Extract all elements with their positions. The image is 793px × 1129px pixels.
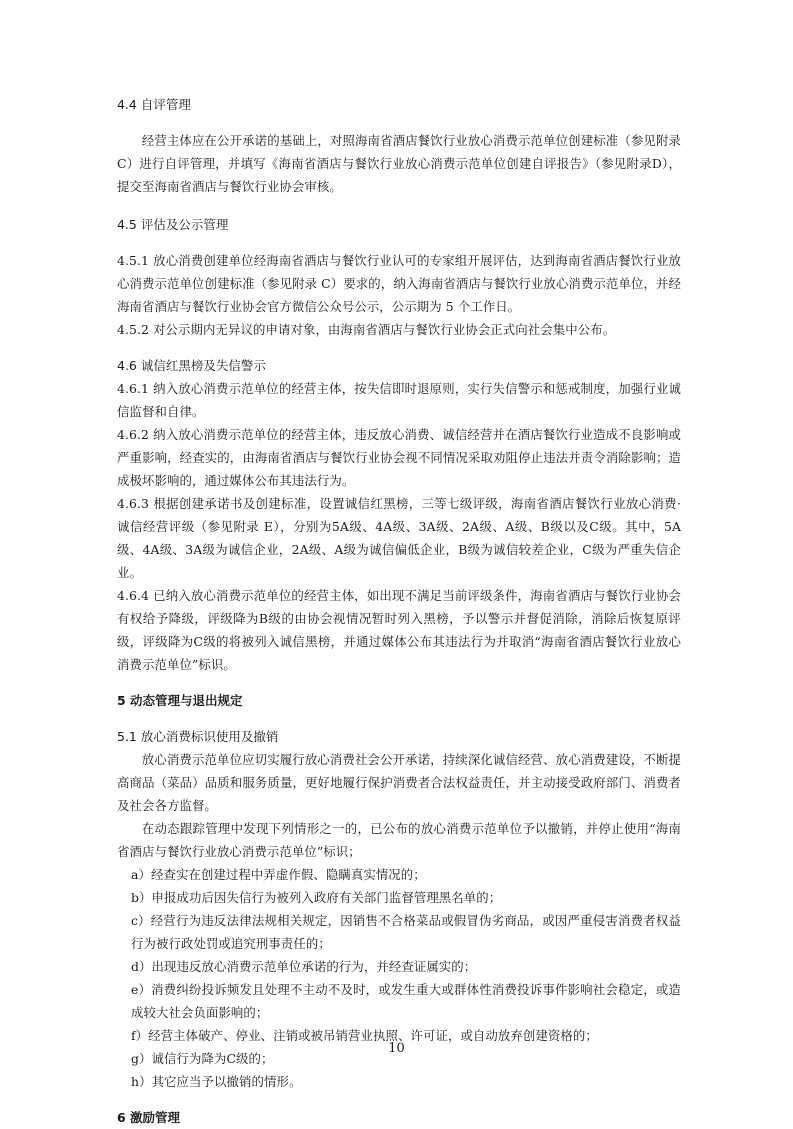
section-4-6-1-paragraph: 4.6.1 纳入放心消费示范单位的经营主体，按失信即时退原则，实行失信警示和惩戒制度，加强行业诚信监督和自律。 [117,381,681,419]
section-4-5-2-paragraph: 4.5.2 对公示期内无异议的申请对象，由海南省酒店与餐饮行业协会正式向社会集中公布。 [117,322,616,337]
section-6-heading: 6 激励管理 [117,1110,181,1125]
section-4-6-4-paragraph: 4.6.4 已纳入放心消费示范单位的经营主体，如出现不满足当前评级条件，海南省酒店与餐饮行业协会有权给予降级，评级降为B级的由协会视情况暂时列入黑榜，予以警示并督促消除，消除后恢复原评级，评级降为C级的将被列入诚信黑榜，并通过媒体公布其违法行为并取消“海南省酒店餐饮行业放心消费示范单位”标识。 [117,588,681,672]
list-item-b: b）申报成功后因失信行为被列入政府有关部门监督管理黑名单的； [131,890,502,905]
list-item-f: f）经营主体破产、停业、注销或被吊销营业执照、许可证，或自动放弃创建资格的； [131,1028,598,1043]
section-4-6-3-paragraph: 4.6.3 根据创建承诺书及创建标准，设置诚信红黑榜，三等七级评级，海南省酒店餐饮行业放心消费·诚信经营评级（参见附录 E），分别为5A级、4A级、3A级、2A级、A级、B级以及C级。其中，5A级、4A级、3A级为诚信企业，2A级、A级为诚信偏低企业，B级为诚信较差企业，C级为严重失信企业。 [117,496,681,580]
section-5-1-paragraph-2: 在动态跟踪管理中发现下列情形之一的，已公布的放心消费示范单位予以撤销，并停止使用“海南省酒店与餐饮行业放心消费示范单位”标识； [117,821,681,859]
section-4-4-paragraph: 经营主体应在公开承诺的基础上，对照海南省酒店餐饮行业放心消费示范单位创建标准（参见附录 C）进行自评管理，并填写《海南省酒店与餐饮行业放心消费示范单位创建自评报告》（参见附录D），提交至海南省酒店与餐饮行业协会审核。 [117,133,681,194]
list-item-c: c）经营行为违反法律法规相关规定，因销售不合格菜品或假冒伪劣商品，或因严重侵害消费者权益行为被行政处罚或追究刑事责任的； [131,913,681,951]
page-body [117,94,681,1129]
list-item-g: g）诚信行为降为C级的； [131,1051,274,1066]
section-4-6-heading: 4.6 诚信红黑榜及失信警示 [117,358,266,373]
section-5-heading: 5 动态管理与退出规定 [117,693,243,708]
section-5-1-heading: 5.1 放心消费标识使用及撤销 [117,729,279,744]
revocation-list [117,863,681,1093]
list-item-d: d）出现违反放心消费示范单位承诺的行为，并经查证属实的； [131,959,477,974]
page-number: 10 [388,1041,405,1056]
list-item-h: h）其它应当予以撤销的情形。 [131,1074,302,1089]
section-4-4-heading: 4.4 自评管理 [117,97,191,112]
section-4-5-heading: 4.5 评估及公示管理 [117,217,229,232]
list-item-e: e）消费纠纷投诉频发且处理不主动不及时，或发生重大或群体性消费投诉事件影响社会稳定，或造成较大社会负面影响的； [131,982,681,1020]
section-5-1-paragraph-1: 放心消费示范单位应切实履行放心消费社会公开承诺，持续深化诚信经营、放心消费建设，不断提高商品（菜品）品质和服务质量，更好地履行保护消费者合法权益责任，并主动接受政府部门、消费者及社会各方监督。 [117,752,681,813]
section-4-5-1-paragraph: 4.5.1 放心消费创建单位经海南省酒店与餐饮行业认可的专家组开展评估，达到海南省酒店餐饮行业放心消费示范单位创建标准（参见附录 C）要求的，纳入海南省酒店与餐饮行业放心消费示范单位，并经海南省酒店与餐饮行业协会官方微信公众号公示，公示期为 5 个工作日。 [117,253,681,314]
list-item-a: a）经查实在创建过程中弄虚作假、隐瞒真实情况的； [131,867,426,882]
section-4-6-2-paragraph: 4.6.2 纳入放心消费示范单位的经营主体，违反放心消费、诚信经营并在酒店餐饮行业造成不良影响或严重影响，经查实的，由海南省酒店与餐饮行业协会视不同情况采取劝阻停止违法并责令消除影响；造成极坏影响的，通过媒体公布其违法行为。 [117,427,681,488]
